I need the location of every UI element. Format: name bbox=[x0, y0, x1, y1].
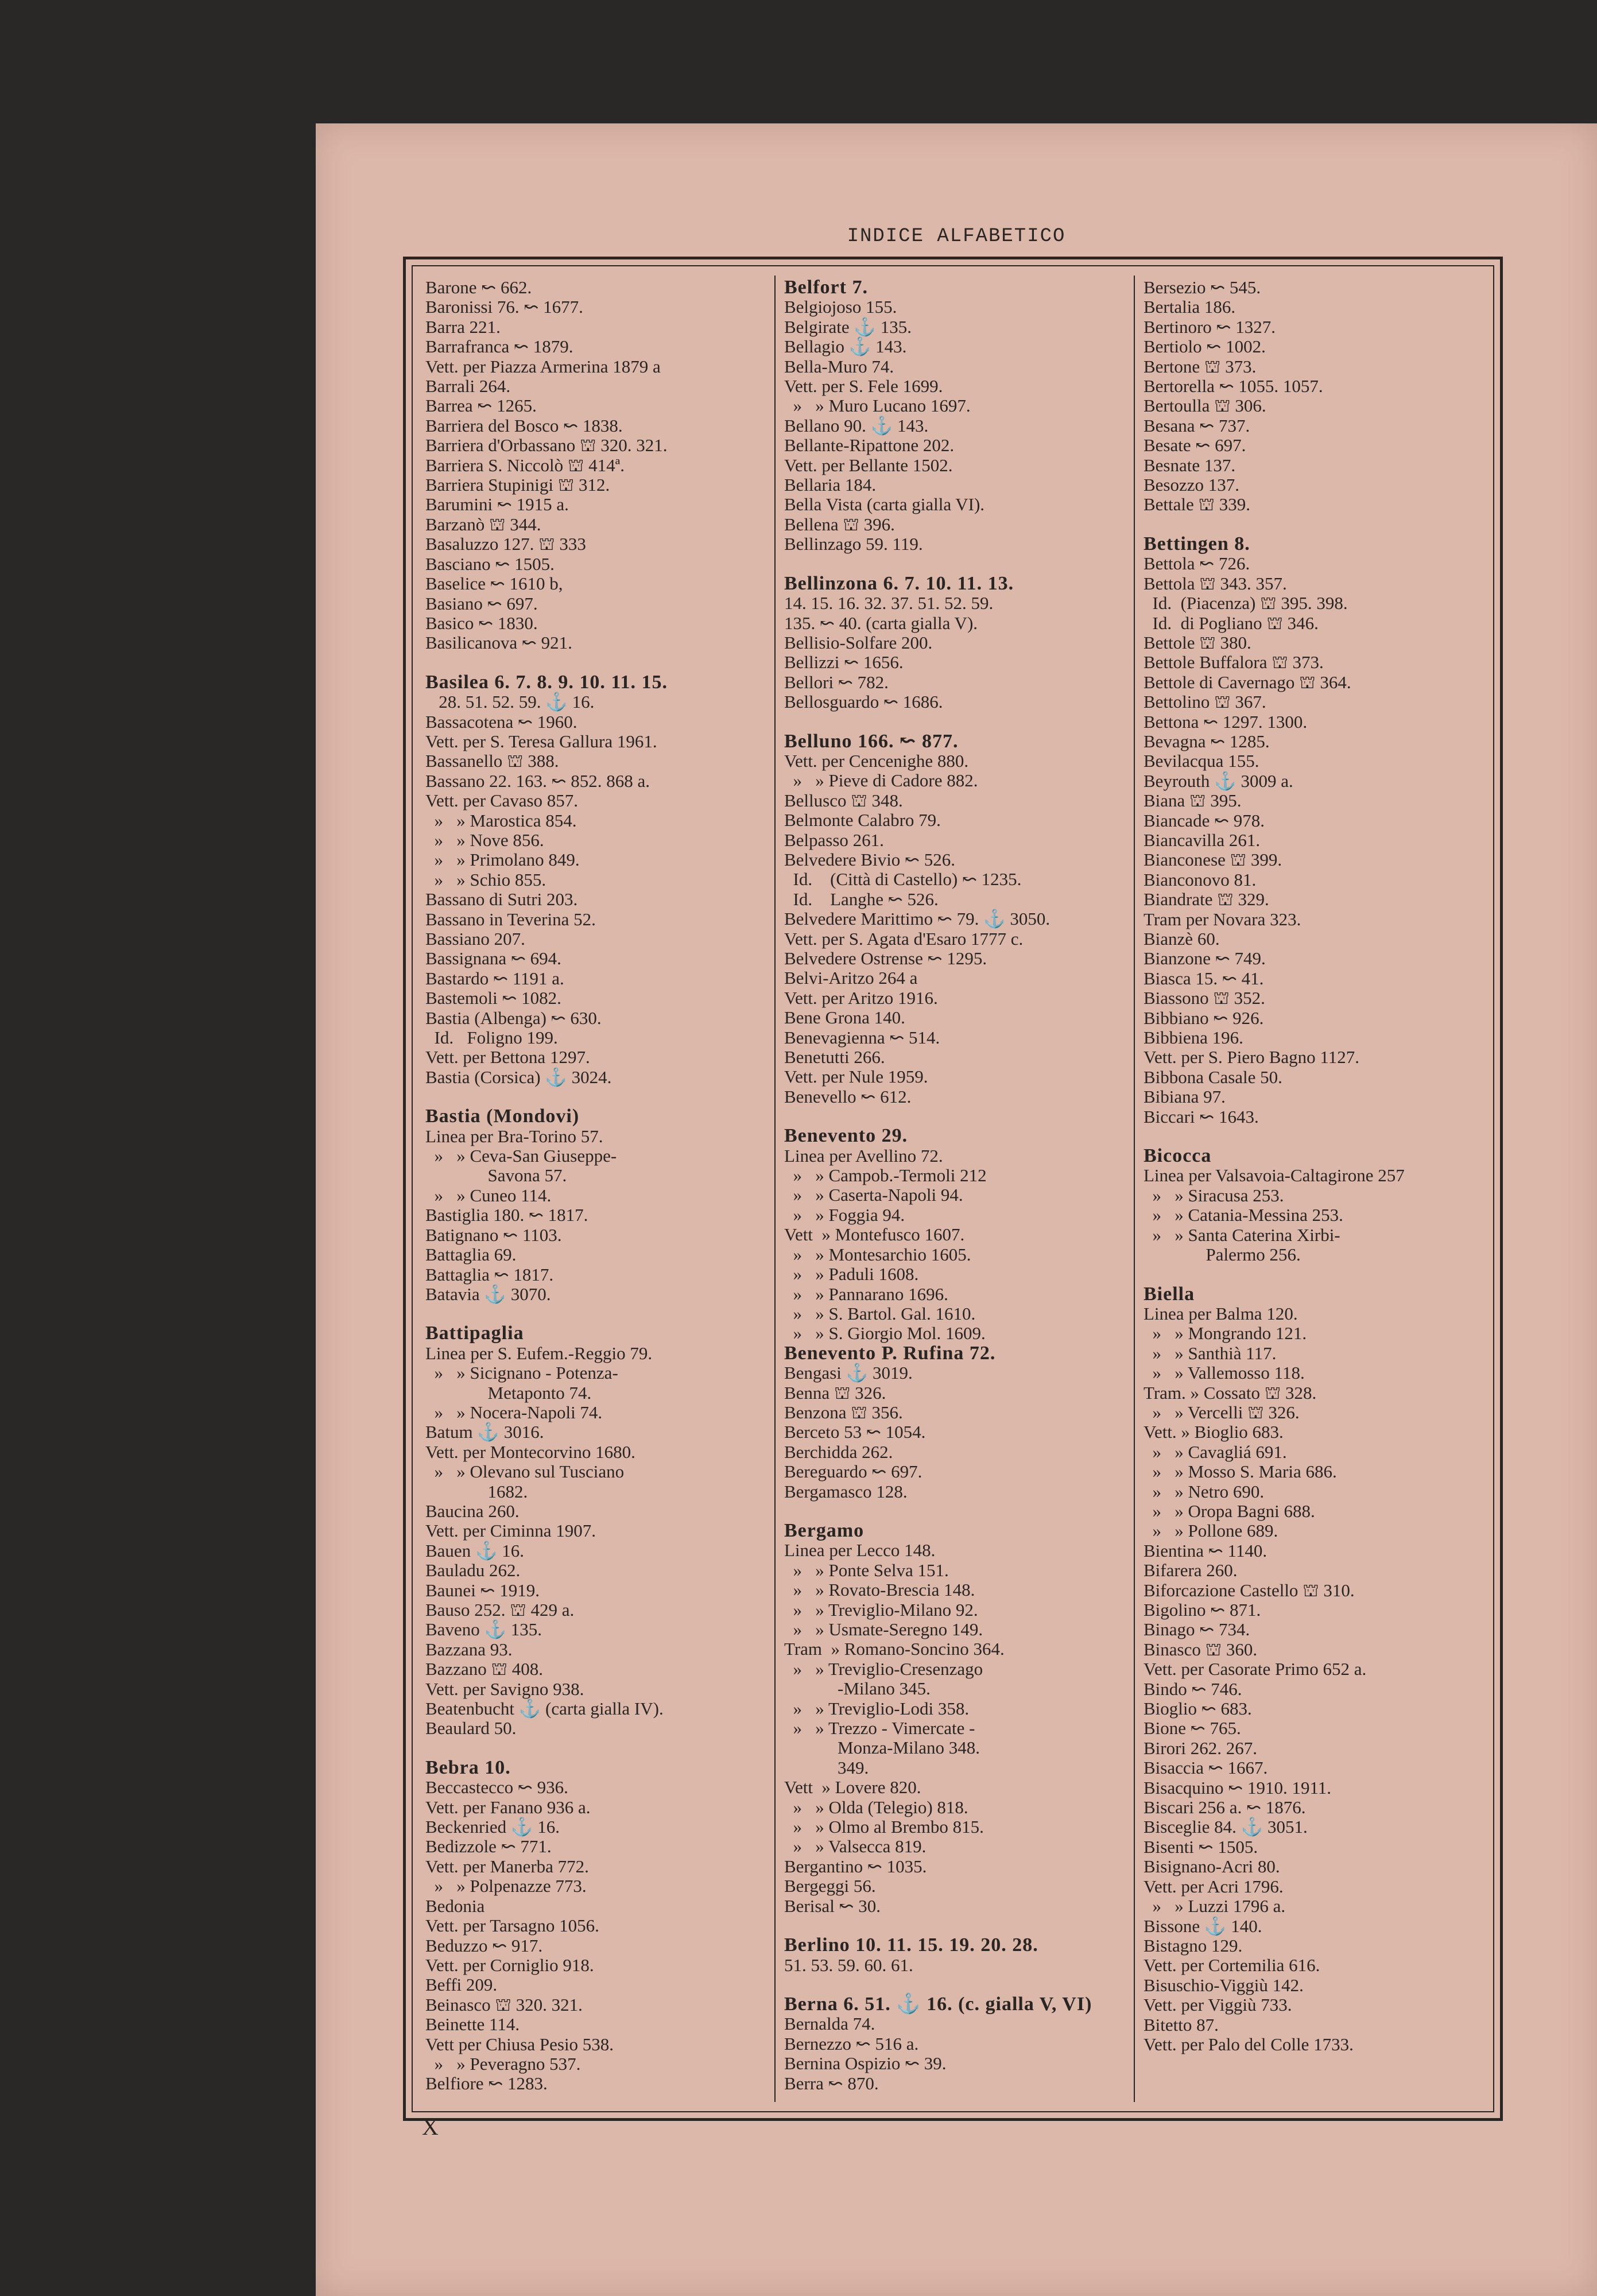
index-entry: Bientina ↜ 1140. bbox=[1144, 1540, 1267, 1561]
index-entry: Vett. per Viggiù 733. bbox=[1144, 1995, 1292, 2015]
index-entry: Bergamasco 128. bbox=[784, 1481, 908, 1502]
index-entry: Bedonia bbox=[425, 1895, 485, 1916]
index-entry: Basilea 6. 7. 8. 9. 10. 11. 15. bbox=[425, 671, 668, 693]
index-entry: Vett » Montefusco 1607. bbox=[784, 1224, 965, 1245]
index-entry: Bindo ↜ 746. bbox=[1144, 1678, 1242, 1699]
index-entry: Bassano di Sutri 203. bbox=[425, 889, 578, 910]
index-entry: Bibiana 97. bbox=[1144, 1087, 1226, 1107]
index-entry: Vett » Lovere 820. bbox=[784, 1777, 921, 1798]
index-entry: Id. Langhe ↜ 526. bbox=[784, 889, 939, 909]
index-entry: Basico ↜ 1830. bbox=[425, 612, 538, 633]
index-entry: Vett. per Corniglio 918. bbox=[425, 1954, 594, 1975]
index-entry: 349. bbox=[784, 1757, 869, 1778]
index-entry: Vett. per Bettona 1297. bbox=[425, 1047, 590, 1068]
index-entry: Barone ↜ 662. bbox=[425, 278, 532, 297]
index-entry: Metaponto 74. bbox=[425, 1382, 592, 1403]
index-column-3 bbox=[1144, 278, 1488, 2103]
index-entry: Benevagienna ↜ 514. bbox=[784, 1027, 940, 1048]
index-entry: » » Polpenazze 773. bbox=[425, 1876, 587, 1896]
index-entry: Bellisio-Solfare 200. bbox=[784, 632, 933, 653]
index-entry: Barriera d'Orbassano ⛫ 320. 321. bbox=[425, 435, 668, 456]
index-entry: Vett. per Tarsagno 1056. bbox=[425, 1915, 599, 1936]
index-entry: Bissone ⚓ 140. bbox=[1144, 1915, 1262, 1936]
index-entry: Bassano 22. 163. ↜ 852. 868 a. bbox=[425, 770, 650, 791]
index-entry: Belluno 166. ↜ 877. bbox=[784, 730, 959, 752]
index-entry: Bergantino ↜ 1035. bbox=[784, 1856, 927, 1876]
column-divider bbox=[1134, 276, 1135, 2102]
index-entry: Vett. per Bellante 1502. bbox=[784, 455, 953, 475]
entry-gap bbox=[1144, 1265, 1488, 1285]
page-number: X bbox=[422, 2114, 439, 2140]
index-entry: Biscari 256 a. ↜ 1876. bbox=[1144, 1797, 1306, 1818]
index-entry: Bebra 10. bbox=[425, 1756, 511, 1778]
index-entry: Linea per Valsavoia-Caltagirone 257 bbox=[1144, 1165, 1405, 1186]
index-entry: Belvedere Ostrense ↜ 1295. bbox=[784, 948, 987, 968]
index-entry: Bedizzole ↜ 771. bbox=[425, 1836, 552, 1857]
index-entry: Berceto 53 ↜ 1054. bbox=[784, 1422, 926, 1442]
index-entry: Belgiojoso 155. bbox=[784, 297, 897, 317]
index-entry: Berchidda 262. bbox=[784, 1441, 893, 1462]
index-entry: Beffi 209. bbox=[425, 1975, 498, 1995]
index-entry: Birori 262. 267. bbox=[1144, 1737, 1258, 1758]
index-entry: Vett. per Savigno 938. bbox=[425, 1678, 584, 1699]
index-entry: Barrea ↜ 1265. bbox=[425, 395, 537, 416]
index-entry: » » Marostica 854. bbox=[425, 810, 577, 831]
index-entry: 51. 53. 59. 60. 61. bbox=[784, 1954, 913, 1975]
index-entry: Baucina 260. bbox=[425, 1500, 520, 1521]
index-entry: Bifarera 260. bbox=[1144, 1560, 1238, 1581]
index-entry: » » Usmate-Seregno 149. bbox=[784, 1619, 983, 1639]
index-entry: Bazzana 93. bbox=[425, 1639, 513, 1659]
index-entry: Bellinzago 59. 119. bbox=[784, 534, 923, 554]
index-entry: Bisignano-Acri 80. bbox=[1144, 1856, 1280, 1877]
index-entry: Berisal ↜ 30. bbox=[784, 1895, 881, 1916]
index-entry: » » Mongrando 121. bbox=[1144, 1323, 1307, 1344]
index-entry: » » Nove 856. bbox=[425, 829, 544, 850]
entry-gap bbox=[425, 653, 770, 673]
index-entry: Vett. per Cencenighe 880. bbox=[784, 750, 969, 771]
entry-gap bbox=[784, 1107, 1129, 1126]
entry-gap bbox=[425, 1087, 770, 1107]
index-entry: Bettole Buffalora ⛫ 373. bbox=[1144, 652, 1324, 673]
index-entry: Belmonte Calabro 79. bbox=[784, 810, 941, 831]
index-entry: Bergeggi 56. bbox=[784, 1876, 876, 1896]
index-entry: 28. 51. 52. 59. ⚓ 16. bbox=[425, 692, 595, 712]
index-entry: » » Pannarano 1696. bbox=[784, 1283, 948, 1304]
index-entry: Vett. per S. Fele 1699. bbox=[784, 376, 943, 397]
index-entry: Vett. per S. Teresa Gallura 1961. bbox=[425, 731, 657, 751]
index-entry: Bisaccia ↜ 1667. bbox=[1144, 1758, 1268, 1778]
index-entry: Bereguardo ↜ 697. bbox=[784, 1461, 922, 1482]
entry-gap bbox=[425, 1304, 770, 1324]
index-entry: Bigolino ↜ 871. bbox=[1144, 1600, 1261, 1620]
index-entry: Bettole ⛫ 380. bbox=[1144, 632, 1251, 653]
index-entry: Berna 6. 51. ⚓ 16. (c. gialla V, VI) bbox=[784, 1993, 1092, 2015]
index-entry: Linea per Bra-Torino 57. bbox=[425, 1126, 603, 1146]
index-entry: Bianzone ↜ 749. bbox=[1144, 948, 1266, 969]
index-entry: Beatenbucht ⚓ (carta gialla IV). bbox=[425, 1698, 664, 1719]
index-entry: Berlino 10. 11. 15. 19. 20. 28. bbox=[784, 1934, 1038, 1956]
index-entry: Vett. per Piazza Armerina 1879 a bbox=[425, 356, 661, 377]
index-entry: Belfort 7. bbox=[784, 278, 868, 298]
index-entry: Belvedere Marittimo ↜ 79. ⚓ 3050. bbox=[784, 909, 1051, 929]
index-entry: Bicocca bbox=[1144, 1145, 1212, 1167]
index-entry: Benevento 29. bbox=[784, 1125, 908, 1147]
entry-gap bbox=[425, 1739, 770, 1758]
index-entry: Linea per Balma 120. bbox=[1144, 1303, 1298, 1324]
index-entry: Bengasi ⚓ 3019. bbox=[784, 1363, 913, 1383]
index-entry: Battaglia ↜ 1817. bbox=[425, 1264, 554, 1285]
index-entry: Palermo 256. bbox=[1144, 1244, 1301, 1265]
entry-gap bbox=[1144, 515, 1488, 534]
index-entry: Linea per Avellino 72. bbox=[784, 1145, 943, 1166]
index-entry: » » Olevano sul Tusciano bbox=[425, 1461, 625, 1482]
index-entry: Id. Foligno 199. bbox=[425, 1027, 558, 1048]
index-entry: Bisacquino ↜ 1910. 1911. bbox=[1144, 1777, 1332, 1798]
index-entry: Batignano ↜ 1103. bbox=[425, 1224, 562, 1245]
index-entry: Bevilacqua 155. bbox=[1144, 751, 1259, 771]
index-entry: Basiano ↜ 697. bbox=[425, 593, 538, 614]
index-entry: Biccari ↜ 1643. bbox=[1144, 1106, 1259, 1127]
index-entry: Id. (Piacenza) ⛫ 395. 398. bbox=[1144, 593, 1348, 614]
index-entry: » » Netro 690. bbox=[1144, 1481, 1265, 1502]
index-entry: Vett. per Fanano 936 a. bbox=[425, 1797, 591, 1817]
index-entry: Savona 57. bbox=[425, 1165, 567, 1186]
index-entry: Bellizzi ↜ 1656. bbox=[784, 652, 904, 673]
index-entry: » » Pollone 689. bbox=[1144, 1521, 1278, 1541]
index-entry: » » Schio 855. bbox=[425, 869, 546, 890]
index-entry: Beinasco ⛫ 320. 321. bbox=[425, 1994, 583, 2015]
index-entry: Vett. per Manerba 772. bbox=[425, 1856, 589, 1876]
index-entry: Bastiglia 180. ↜ 1817. bbox=[425, 1205, 588, 1225]
index-entry: Bastia (Albenga) ↜ 630. bbox=[425, 1007, 602, 1028]
index-entry: Vett per Chiusa Pesio 538. bbox=[425, 2034, 614, 2054]
index-frame bbox=[403, 257, 1503, 2121]
index-entry: Bianzè 60. bbox=[1144, 929, 1220, 949]
index-entry: Vett. per Aritzo 1916. bbox=[784, 987, 938, 1008]
index-entry: Besozzo 137. bbox=[1144, 475, 1240, 495]
page-header: INDICE ALFABETICO bbox=[847, 226, 1066, 247]
index-entry: Beyrouth ⚓ 3009 a. bbox=[1144, 770, 1293, 791]
index-entry: 1682. bbox=[425, 1481, 528, 1502]
index-entry: » » Montesarchio 1605. bbox=[784, 1244, 971, 1265]
index-entry: Bellano 90. ⚓ 143. bbox=[784, 415, 929, 436]
index-entry: Bellaria 184. bbox=[784, 475, 877, 495]
index-entry: Batavia ⚓ 3070. bbox=[425, 1283, 551, 1304]
index-entry: Basilicanova ↜ 921. bbox=[425, 633, 572, 653]
index-entry: » » Valsecca 819. bbox=[784, 1836, 927, 1857]
index-entry: Biancavilla 261. bbox=[1144, 829, 1261, 850]
index-entry: Vett. per Ciminna 1907. bbox=[425, 1521, 596, 1541]
index-entry: Biassono ⛫ 352. bbox=[1144, 988, 1265, 1009]
index-entry: » » S. Bartol. Gal. 1610. bbox=[784, 1303, 976, 1324]
index-entry: Biandrate ⛫ 329. bbox=[1144, 889, 1269, 910]
index-entry: » » Treviglio-Cresenzago bbox=[784, 1658, 983, 1679]
index-entry: Bassiano 207. bbox=[425, 929, 525, 949]
index-entry: » » Treviglio-Milano 92. bbox=[784, 1599, 978, 1620]
index-entry: Battaglia 69. bbox=[425, 1244, 517, 1265]
index-entry: Bistagno 129. bbox=[1144, 1935, 1243, 1956]
index-entry: Monza-Milano 348. bbox=[784, 1737, 980, 1758]
index-entry: » » Caserta-Napoli 94. bbox=[784, 1185, 963, 1205]
index-entry: Bianconese ⛫ 399. bbox=[1144, 850, 1282, 870]
index-entry: Bertinoro ↜ 1327. bbox=[1144, 316, 1276, 337]
index-entry: Belfiore ↜ 1283. bbox=[425, 2073, 548, 2094]
index-entry: » » Santa Caterina Xirbi- bbox=[1144, 1224, 1340, 1245]
index-entry: Bisuschio-Viggiù 142. bbox=[1144, 1975, 1304, 1995]
index-entry: Biana ⛫ 395. bbox=[1144, 790, 1242, 811]
index-entry: Bersezio ↜ 545. bbox=[1144, 278, 1261, 297]
index-entry: Vett. » Bioglio 683. bbox=[1144, 1422, 1284, 1442]
index-entry: Benetutti 266. bbox=[784, 1047, 885, 1068]
index-entry: Batum ⚓ 3016. bbox=[425, 1422, 544, 1442]
index-entry: » » Paduli 1608. bbox=[784, 1264, 919, 1285]
index-entry: Bibbona Casale 50. bbox=[1144, 1066, 1282, 1087]
index-entry: Barzanò ⛫ 344. bbox=[425, 514, 541, 534]
index-entry: Linea per Lecco 148. bbox=[784, 1540, 936, 1561]
index-entry: Vett. per S. Piero Bagno 1127. bbox=[1144, 1047, 1359, 1068]
index-entry: Bauso 252. ⛫ 429 a. bbox=[425, 1600, 575, 1620]
index-entry: » » Ponte Selva 151. bbox=[784, 1560, 949, 1580]
index-entry: Barriera Stupinigi ⛫ 312. bbox=[425, 475, 610, 495]
entry-gap bbox=[784, 554, 1129, 574]
index-entry: » » Campob.-Termoli 212 bbox=[784, 1165, 987, 1186]
index-entry: Bettole di Cavernago ⛫ 364. bbox=[1144, 672, 1351, 692]
index-entry: Belvedere Bivio ↜ 526. bbox=[784, 849, 956, 870]
index-entry: » » Sicignano - Potenza- bbox=[425, 1363, 618, 1383]
index-entry: Bettona ↜ 1297. 1300. bbox=[1144, 711, 1308, 732]
index-entry: » » Treviglio-Lodi 358. bbox=[784, 1698, 970, 1719]
index-entry: Bernalda 74. bbox=[784, 2014, 875, 2034]
index-entry: » » Nocera-Napoli 74. bbox=[425, 1402, 603, 1422]
index-entry: Bazzano ⛫ 408. bbox=[425, 1659, 543, 1680]
index-entry: Linea per S. Eufem.-Reggio 79. bbox=[425, 1343, 653, 1363]
index-entry: » » Olmo al Brembo 815. bbox=[784, 1817, 984, 1837]
index-entry: Barra 221. bbox=[425, 316, 501, 337]
index-entry: Biasca 15. ↜ 41. bbox=[1144, 968, 1264, 988]
index-entry: » » Luzzi 1796 a. bbox=[1144, 1896, 1286, 1917]
index-entry: » » Foggia 94. bbox=[784, 1204, 905, 1225]
index-entry: Belpasso 261. bbox=[784, 829, 884, 850]
entry-gap bbox=[784, 1916, 1129, 1936]
index-entry: Bella-Muro 74. bbox=[784, 356, 894, 377]
index-entry: Bettola ⛫ 343. 357. bbox=[1144, 573, 1287, 594]
index-entry: Bibbiano ↜ 926. bbox=[1144, 1007, 1264, 1028]
index-entry: Bettale ⛫ 339. bbox=[1144, 494, 1251, 515]
index-entry: Beaulard 50. bbox=[425, 1718, 517, 1739]
index-entry: » » Cavagliá 691. bbox=[1144, 1441, 1287, 1462]
index-entry: Battipaglia bbox=[425, 1322, 524, 1344]
index-entry: Bellagio ⚓ 143. bbox=[784, 336, 907, 357]
index-entry: Baunei ↜ 1919. bbox=[425, 1580, 540, 1600]
index-entry: Id. di Pogliano ⛫ 346. bbox=[1144, 612, 1319, 633]
index-entry: Bertorella ↜ 1055. 1057. bbox=[1144, 376, 1323, 397]
index-entry: Bauladu 262. bbox=[425, 1560, 521, 1581]
index-entry: 135. ↜ 40. (carta gialla V). bbox=[784, 612, 978, 633]
index-entry: Baronissi 76. ↜ 1677. bbox=[425, 297, 583, 317]
index-entry: Besnate 137. bbox=[1144, 455, 1236, 475]
index-entry: Bettolino ⛫ 367. bbox=[1144, 692, 1266, 712]
index-entry: Belgirate ⚓ 135. bbox=[784, 316, 912, 337]
index-entry: 14. 15. 16. 32. 37. 51. 52. 59. bbox=[784, 593, 994, 614]
index-entry: Bertone ⛫ 373. bbox=[1144, 356, 1257, 377]
index-entry: » » S. Giorgio Mol. 1609. bbox=[784, 1323, 986, 1344]
index-entry: Binasco ⛫ 360. bbox=[1144, 1639, 1258, 1659]
index-entry: Beccastecco ↜ 936. bbox=[425, 1777, 568, 1798]
index-entry: Beinette 114. bbox=[425, 2014, 520, 2035]
index-entry: Biancade ↜ 978. bbox=[1144, 810, 1265, 831]
index-entry: Benna ⛫ 326. bbox=[784, 1382, 886, 1403]
index-entry: Biforcazione Castello ⛫ 310. bbox=[1144, 1580, 1355, 1600]
index-entry: Baselice ↜ 1610 b, bbox=[425, 573, 563, 594]
index-entry: Biella bbox=[1144, 1283, 1195, 1305]
index-entry: Bassanello ⛫ 388. bbox=[425, 751, 559, 771]
index-entry: Bauen ⚓ 16. bbox=[425, 1540, 525, 1561]
index-entry: Bitetto 87. bbox=[1144, 2014, 1219, 2035]
index-entry: Barrali 264. bbox=[425, 376, 511, 397]
index-entry: Bisenti ↜ 1505. bbox=[1144, 1836, 1258, 1857]
book-page bbox=[316, 123, 1597, 2296]
index-entry: » » Ceva-San Giuseppe- bbox=[425, 1146, 617, 1166]
index-entry: Bastia (Corsica) ⚓ 3024. bbox=[425, 1066, 612, 1087]
index-entry: Bettola ↜ 726. bbox=[1144, 553, 1250, 574]
index-entry: Berra ↜ 870. bbox=[784, 2073, 879, 2093]
index-entry: Bianconovo 81. bbox=[1144, 869, 1257, 890]
index-entry: Barriera S. Niccolò ⛫ 414ª. bbox=[425, 455, 625, 475]
index-entry: Bellinzona 6. 7. 10. 11. 13. bbox=[784, 572, 1014, 594]
index-entry: Vett. per Nule 1959. bbox=[784, 1066, 928, 1087]
index-entry: » » Mosso S. Maria 686. bbox=[1144, 1461, 1337, 1482]
index-column-2 bbox=[784, 278, 1129, 2103]
index-entry: Bellena ⛫ 396. bbox=[784, 514, 895, 534]
index-entry: Bibbiena 196. bbox=[1144, 1027, 1243, 1048]
index-entry: Besate ↜ 697. bbox=[1144, 435, 1246, 456]
index-entry: Bertiolo ↜ 1002. bbox=[1144, 336, 1266, 357]
index-entry: Id. (Città di Castello) ↜ 1235. bbox=[784, 869, 1022, 890]
entry-gap bbox=[784, 712, 1129, 732]
index-entry: Barriera del Bosco ↜ 1838. bbox=[425, 415, 623, 436]
entry-gap bbox=[1144, 1127, 1488, 1146]
index-entry: Benevello ↜ 612. bbox=[784, 1086, 912, 1107]
index-entry: Bertalia 186. bbox=[1144, 297, 1236, 317]
index-entry: Bellusco ⛫ 348. bbox=[784, 790, 903, 810]
index-entry: Bene Grona 140. bbox=[784, 1007, 905, 1028]
index-entry: Bellosguardo ↜ 1686. bbox=[784, 692, 943, 712]
index-entry: Benevento P. Rufina 72. bbox=[784, 1342, 996, 1364]
index-entry: Bastemoli ↜ 1082. bbox=[425, 988, 561, 1009]
index-column-1 bbox=[425, 278, 770, 2103]
index-entry: Barumini ↜ 1915 a. bbox=[425, 494, 569, 515]
index-entry: Tram per Novara 323. bbox=[1144, 909, 1301, 929]
index-entry: Bassano in Teverina 52. bbox=[425, 909, 596, 929]
index-entry: » » Pieve di Cadore 882. bbox=[784, 770, 978, 791]
index-entry: Benzona ⛫ 356. bbox=[784, 1402, 903, 1422]
index-entry: Bergamo bbox=[784, 1519, 865, 1541]
index-entry: » » Vallemosso 118. bbox=[1144, 1363, 1305, 1383]
index-entry: Bastia (Mondovi) bbox=[425, 1106, 580, 1127]
index-entry: Tram. » Cossato ⛫ 328. bbox=[1144, 1382, 1317, 1403]
index-entry: » » Catania-Messina 253. bbox=[1144, 1205, 1343, 1225]
index-entry: Vett. per Cortemilia 616. bbox=[1144, 1955, 1320, 1976]
index-entry: -Milano 345. bbox=[784, 1678, 931, 1699]
index-entry: Barrafranca ↜ 1879. bbox=[425, 336, 573, 357]
index-entry: Vett. per Montecorvino 1680. bbox=[425, 1441, 635, 1462]
index-entry: Belvi-Aritzo 264 a bbox=[784, 968, 918, 988]
index-entry: Bellori ↜ 782. bbox=[784, 672, 889, 692]
index-entry: » » Vercelli ⛫ 326. bbox=[1144, 1402, 1300, 1422]
index-entry: Vett. per Cavaso 857. bbox=[425, 790, 579, 811]
index-entry: Basaluzzo 127. ⛫ 333 bbox=[425, 534, 586, 554]
index-entry: » » Olda (Telegio) 818. bbox=[784, 1797, 968, 1817]
index-entry: Bisceglie 84. ⚓ 3051. bbox=[1144, 1817, 1308, 1837]
index-entry: Bella Vista (carta gialla VI). bbox=[784, 494, 985, 515]
index-entry: Vett. per Palo del Colle 1733. bbox=[1144, 2034, 1354, 2054]
index-entry: Bione ↜ 765. bbox=[1144, 1718, 1241, 1739]
entry-gap bbox=[784, 1502, 1129, 1521]
index-entry: Bassignana ↜ 694. bbox=[425, 948, 561, 969]
index-entry: » » Santhià 117. bbox=[1144, 1343, 1277, 1363]
index-entry: Bettingen 8. bbox=[1144, 533, 1250, 554]
index-entry: Tram » Romano-Soncino 364. bbox=[784, 1639, 1005, 1659]
index-entry: Bernezzo ↜ 516 a. bbox=[784, 2033, 919, 2054]
index-entry: Beckenried ⚓ 16. bbox=[425, 1817, 560, 1837]
index-entry: Vett. per Casorate Primo 652 a. bbox=[1144, 1659, 1367, 1680]
index-entry: Vett. per S. Agata d'Esaro 1777 c. bbox=[784, 928, 1024, 949]
index-entry: » » Trezzo - Vimercate - bbox=[784, 1718, 975, 1739]
index-entry: » » Muro Lucano 1697. bbox=[784, 395, 971, 416]
index-entry: » » Cuneo 114. bbox=[425, 1185, 552, 1205]
column-divider bbox=[774, 276, 776, 2102]
index-entry: Binago ↜ 734. bbox=[1144, 1619, 1250, 1640]
index-entry: » » Siracusa 253. bbox=[1144, 1185, 1284, 1205]
entry-gap bbox=[784, 1975, 1129, 1995]
index-entry: Bevagna ↜ 1285. bbox=[1144, 731, 1270, 751]
index-entry: Bernina Ospizio ↜ 39. bbox=[784, 2053, 947, 2074]
index-entry: » » Primolano 849. bbox=[425, 850, 580, 870]
index-entry: Bassacotena ↜ 1960. bbox=[425, 711, 577, 732]
index-entry: » » Oropa Bagni 688. bbox=[1144, 1500, 1315, 1521]
index-entry: Vett. per Acri 1796. bbox=[1144, 1876, 1284, 1896]
index-entry: » » Peveragno 537. bbox=[425, 2053, 581, 2074]
index-entry: Baveno ⚓ 135. bbox=[425, 1619, 542, 1640]
index-frame-inner bbox=[412, 265, 1494, 2112]
index-entry: Bertoulla ⛫ 306. bbox=[1144, 395, 1266, 416]
index-entry: Beduzzo ↜ 917. bbox=[425, 1935, 543, 1956]
index-entry: Bellante-Ripattone 202. bbox=[784, 435, 955, 456]
index-entry: Bioglio ↜ 683. bbox=[1144, 1698, 1252, 1719]
index-entry: Bastardo ↜ 1191 a. bbox=[425, 968, 564, 988]
index-entry: Besana ↜ 737. bbox=[1144, 415, 1250, 436]
index-entry: » » Rovato-Brescia 148. bbox=[784, 1580, 975, 1600]
index-entry: Basciano ↜ 1505. bbox=[425, 553, 555, 574]
